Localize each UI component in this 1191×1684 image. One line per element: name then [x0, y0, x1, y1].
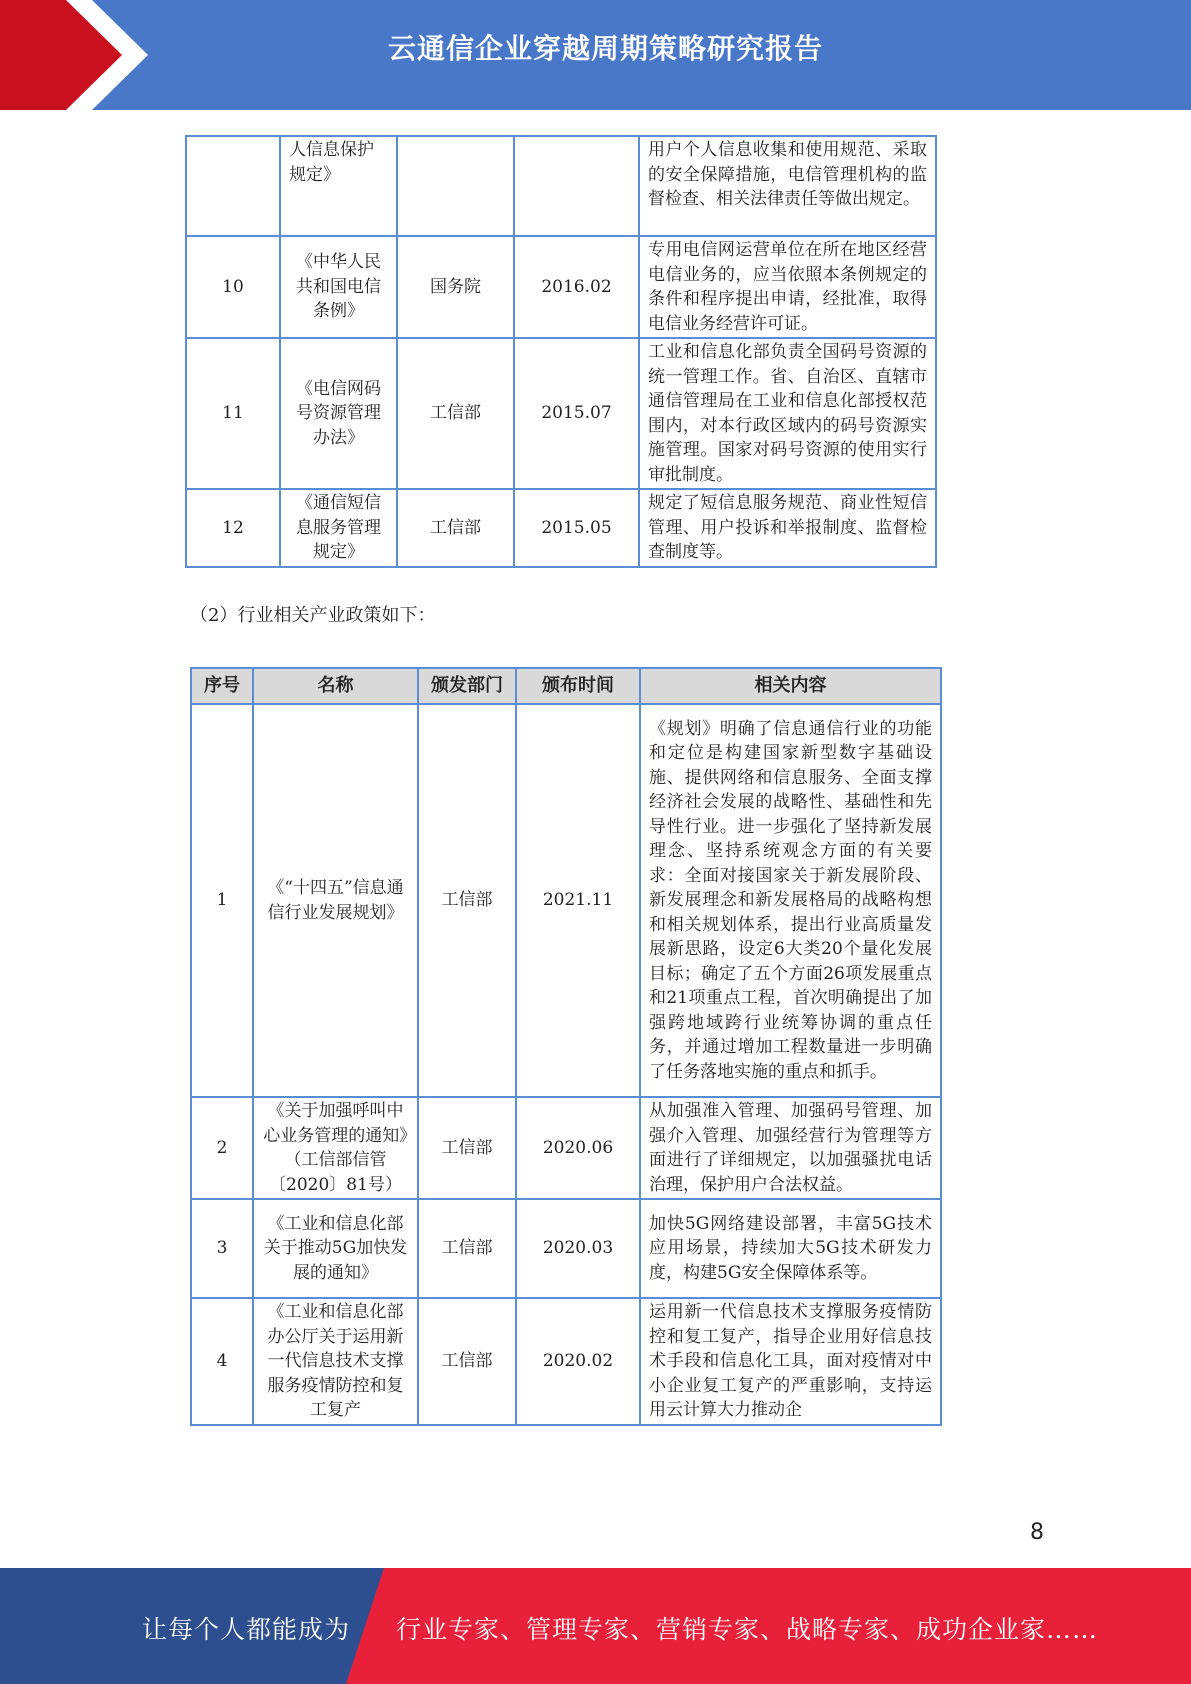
table-row: [186, 136, 936, 236]
policy-content: 《规划》明确了信息通信行业的功能和定位是构建国家新型数字基础设施、提供网络和信息服务、全面支撑经济社会发展的战略性、基础性和先导性行业。进一步强化了坚持新发展理念、坚持系统观念方面的有关要求：全面对接国家关于新发展阶段、新发展理念和新发展格局的战略构想和相关规划体系，提出行业高质量发展新思路，设定6大类20个量化发展目标；确定了五个方面26项发展重点和21项重点工程，首次明确提出了加强跨地域跨行业统筹协调的重点任务，并通过增加工程数量进一步明确了任务落地实施的重点和抓手。: [640, 704, 941, 1097]
table-row: [186, 338, 936, 489]
issue-date: 2015.05: [514, 489, 639, 567]
issuing-department: 工信部: [397, 338, 514, 489]
column-header-date: 颁布时间: [516, 668, 640, 704]
footer-slogan-lead: 让每个人都能成为: [142, 1615, 351, 1644]
column-header-department: 颁发部门: [418, 668, 516, 704]
row-number: [186, 136, 280, 236]
issuing-department: 工信部: [418, 704, 516, 1097]
issue-date: 2015.07: [514, 338, 639, 489]
table-row: [186, 489, 936, 567]
policy-name: 《工业和信息化部关于推动5G加快发展的通知》: [253, 1199, 418, 1298]
regulation-name: 《电信网码号资源管理办法》: [280, 338, 397, 489]
policy-content: 运用新一代信息技术支撑服务疫情防控和复工复产，指导企业用好信息技术手段和信息化工具，面对疫情对中小企业复工复产的严重影响，支持运用云计算大力推动企: [640, 1298, 941, 1425]
issuing-department: 工信部: [418, 1298, 516, 1425]
regulation-content: 用户个人信息收集和使用规范、采取的安全保障措施，电信管理机构的监督检查、相关法律责任等做出规定。: [639, 136, 936, 236]
row-number: 3: [191, 1199, 253, 1298]
section-heading: （2）行业相关产业政策如下：: [190, 605, 436, 626]
policy-name: 《工业和信息化部办公厅关于运用新一代信息技术支撑服务疫情防控和复工复产: [253, 1298, 418, 1425]
report-title: 云通信企业穿越周期策略研究报告: [387, 32, 823, 65]
policy-table: [190, 667, 942, 1426]
policy-name: 《“十四五”信息通信行业发展规划》: [253, 704, 418, 1097]
issue-date: 2016.02: [514, 236, 639, 338]
footer-slogan-roles: 行业专家、管理专家、营销专家、战略专家、成功企业家……: [396, 1615, 1099, 1644]
row-number: 1: [191, 704, 253, 1097]
issuing-department: 国务院: [397, 236, 514, 338]
row-number: 11: [186, 338, 280, 489]
issuing-department: 工信部: [418, 1097, 516, 1199]
policy-name: 《关于加强呼叫中心业务管理的通知》（工信部信管〔2020〕81号）: [253, 1097, 418, 1199]
row-number: 4: [191, 1298, 253, 1425]
issue-date: 2020.03: [516, 1199, 640, 1298]
issue-date: 2020.06: [516, 1097, 640, 1199]
issuing-department: 工信部: [397, 489, 514, 567]
regulation-content: 专用电信网运营单位在所在地区经营电信业务的，应当依照本条例规定的条件和程序提出申请，经批准，取得电信业务经营许可证。: [639, 236, 936, 338]
column-header-content: 相关内容: [640, 668, 941, 704]
regulation-table: [185, 135, 937, 568]
table-row: [186, 236, 936, 338]
page-number: 8: [1030, 1520, 1044, 1545]
regulation-name: 《通信短信息服务管理规定》: [280, 489, 397, 567]
table-row: [191, 1199, 941, 1298]
policy-content: 加快5G网络建设部署，丰富5G技术应用场景，持续加大5G技术研发力度，构建5G安全保障体系等。: [640, 1199, 941, 1298]
issuing-department: [397, 136, 514, 236]
table-row: [191, 1097, 941, 1199]
issuing-department: 工信部: [418, 1199, 516, 1298]
column-header-number: 序号: [191, 668, 253, 704]
issue-date: 2021.11: [516, 704, 640, 1097]
regulation-name: 《中华人民共和国电信条例》: [280, 236, 397, 338]
column-header-name: 名称: [253, 668, 418, 704]
row-number: 10: [186, 236, 280, 338]
row-number: 2: [191, 1097, 253, 1199]
regulation-content: 规定了短信息服务规范、商业性短信管理、用户投诉和举报制度、监督检查制度等。: [639, 489, 936, 567]
issue-date: 2020.02: [516, 1298, 640, 1425]
row-number: 12: [186, 489, 280, 567]
table-row: [191, 1298, 941, 1425]
page-header: [0, 0, 1191, 110]
table-row: [191, 704, 941, 1097]
policy-content: 从加强准入管理、加强码号管理、加强介入管理、加强经营行为管理等方面进行了详细规定，以加强骚扰电话治理，保护用户合法权益。: [640, 1097, 941, 1199]
regulation-name: 人信息保护规定》: [280, 136, 397, 236]
issue-date: [514, 136, 639, 236]
regulation-content: 工业和信息化部负责全国码号资源的统一管理工作。省、自治区、直辖市通信管理局在工业和信息化部授权范围内，对本行政区域内的码号资源实施管理。国家对码号资源的使用实行审批制度。: [639, 338, 936, 489]
table-header-row: [191, 668, 941, 704]
